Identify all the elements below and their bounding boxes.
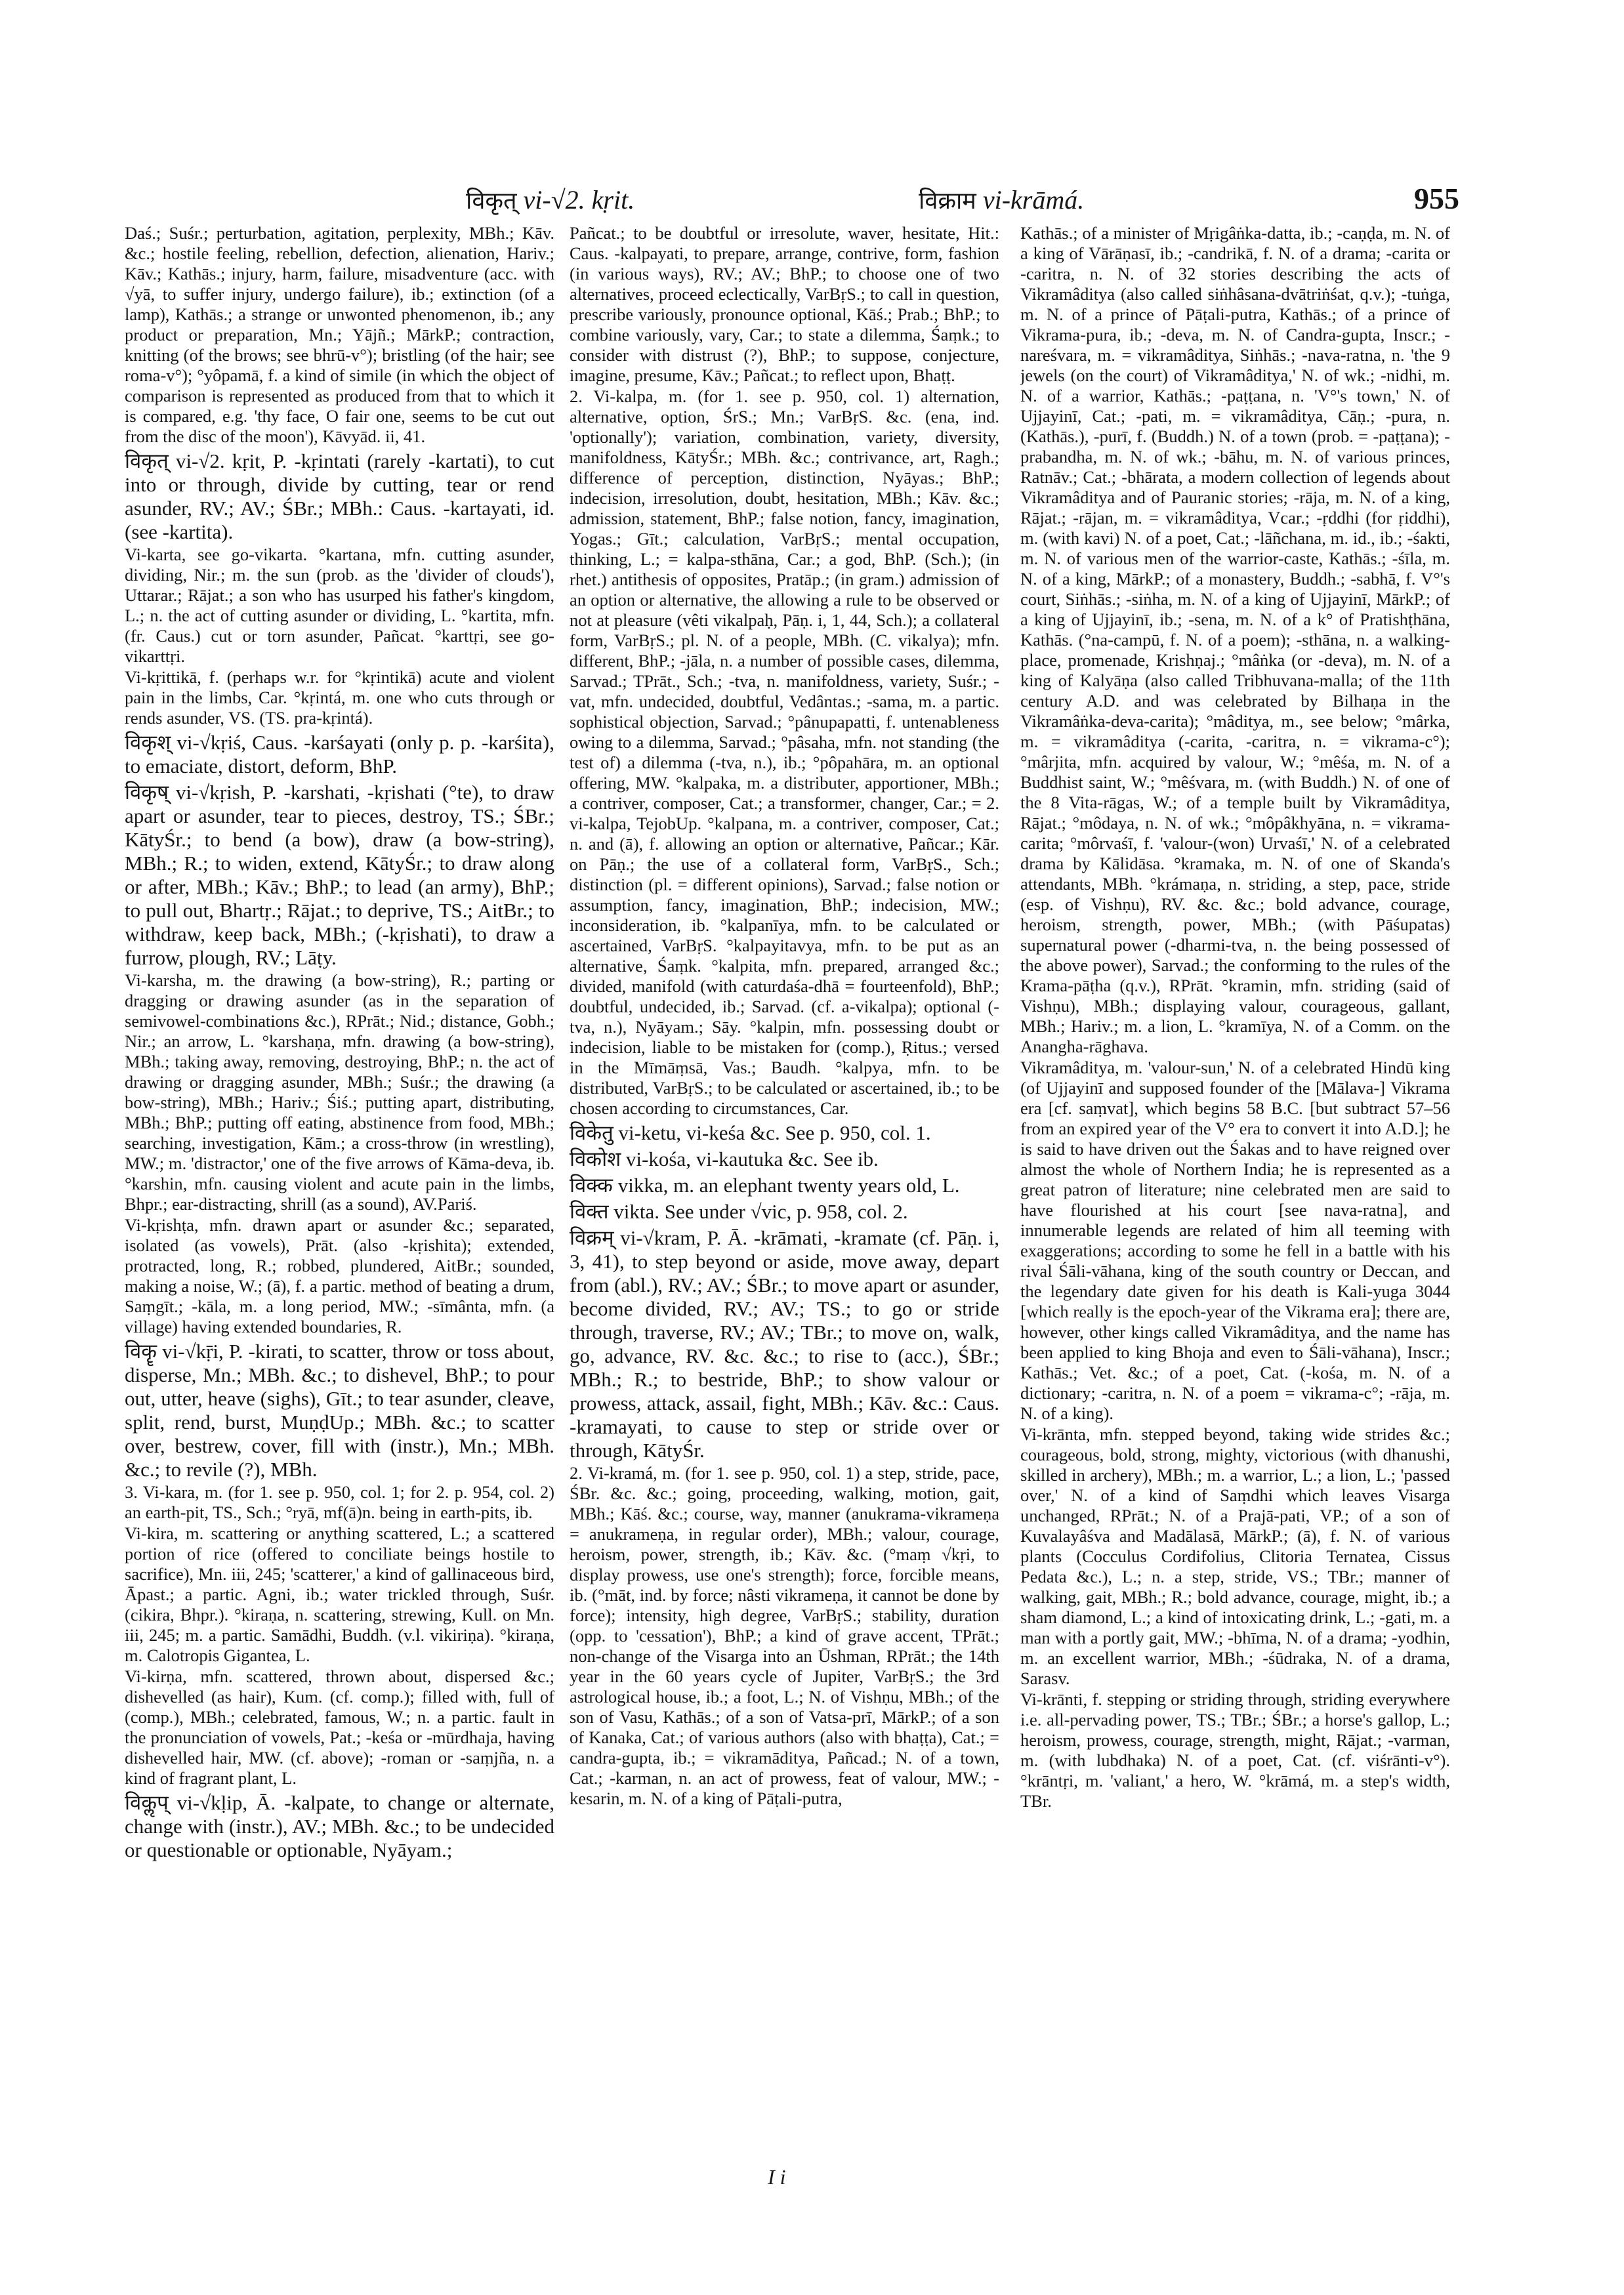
column-3 [1020, 223, 1450, 2159]
right-headword-devanagari: विक्राम [919, 188, 976, 215]
dictionary-subentry: Vi-kirṇa, mfn. scattered, thrown about, dispersed &c.; dishevelled (as hair), Kum. (cf. comp.); filled with, full of (comp.), MBh.; celebrated, famous, W.; n. a partic. fault in the pronunciation of vowels, Pat.; -keśa or -mūrdhaja, having dishevelled hair, MW. (cf. above); -roman or -saṃjña, n. a kind of fragrant plant, L. [125, 1666, 554, 1788]
page-number: 955 [1414, 182, 1459, 215]
dictionary-entry-main: विक्त vikta. See under √vic, p. 958, col. 2. [570, 1200, 908, 1223]
signature-mark: I i [768, 2165, 786, 2189]
dictionary-entry-continued: Daś.; Suśr.; perturbation, agitation, perplexity, MBh.; Kāv. &c.; hostile feeling, rebellion, defection, alienation, Hariv.; Kāv.; Kathās.; injury, harm, failure, misadventure (acc. with √yā, to suffer injury, undergo failure), ib.; extinction (of a lamp), Kathās.; a strange or unwonted phenomenon, ib.; any product or preparation, Mn.; Yājñ.; MārkP.; contraction, knitting (of the brows; see bhrū-v°); bristling (of the hair; see roma-v°); °yôpamā, f. a kind of simile (in which the object of comparison is represented as produced from that to which it is compared, e.g. 'thy face, O fair one, seems to be cut out from the disc of the moon'), Kāvyād. ii, 41. [125, 223, 554, 446]
dictionary-subentry: Vi-kṛishṭa, mfn. drawn apart or asunder &c.; separated, isolated (as vowels), Prāt. (also -kṛishita); extended, protracted, long, R.; robbed, plundered, AitBr.; sounded, making a noise, W.; (ā), f. a partic. method of beating a drum, Saṃgīt.; -kāla, m. a long period, MW.; -sīmânta, mfn. (a village) having extended boundaries, R. [125, 1215, 554, 1336]
dictionary-subentry: Vi-karsha, m. the drawing (a bow-string), R.; parting or dragging or drawing asunder (as in the separation of semivowel-combinations &c.), RPrāt.; Nid.; distance, Gobh.; Nir.; an arrow, L. °karshaṇa, mfn. drawing (a bow-string), MBh.; taking away, removing, destroying, BhP.; n. the act of drawing or dragging asunder, MBh.; Suśr.; the drawing (a bow-string), MBh.; Hariv.; Śiś.; putting apart, distributing, MBh.; BhP.; putting off eating, abstinence from food, MBh.; searching, investigation, Kām.; a cross-throw (in wrestling), MW.; m. 'distractor,' one of the five arrows of Kāma-deva, ib. °karshin, mfn. causing violent and acute pain in the limbs, Bhpr.; ear-distracting, shrill (as a sound), AV.Pariś. [125, 970, 554, 1214]
dictionary-subentry: Vi-kṛittikā, f. (perhaps w.r. for °kṛintikā) acute and violent pain in the limbs, Car. °kṛintá, m. one who cuts through or rends asunder, VS. (TS. pra-kṛintá). [125, 667, 554, 728]
right-headword [919, 184, 1084, 216]
dictionary-subentry: Vi-krānta, mfn. stepped beyond, taking wide strides &c.; courageous, bold, strong, mighty, victorious (with dhanushi, skilled in archery), MBh.; m. a warrior, L.; a lion, L.; 'passed over,' N. of a kind of Saṃdhi which leaves Visarga unchanged, RPrāt.; N. of a Prajā-pati, VP.; of a son of Kuvalayâśva and Madālasā, MārkP.; (ā), f. N. of various plants (Cocculus Cordifolius, Clitoria Ternatea, Cissus Pedata &c.), L.; n. a step, stride, VS.; TBr.; manner of walking, gait, MBh.; R.; bold advance, courage, might, ib.; a sham diamond, L.; a kind of intoxicating drink, L.; -gati, m. a man with a portly gait, MW.; -bhīma, N. of a drama; -yodhin, m. an excellent warrior, MBh.; -śūdraka, N. of a drama, Sarasv. [1020, 1424, 1450, 1688]
dictionary-subentry: Vi-kira, m. scattering or anything scattered, L.; a scattered portion of rice (offered to conciliate beings hostile to sacrifice), Mn. iii, 245; 'scatterer,' a kind of gallinaceous bird, Āpast.; a partic. Agni, ib.; water trickled through, Suśr. (cikira, Bhpr.). °kiraṇa, n. scattering, strewing, Kull. on Mn. iii, 245; m. a partic. Samādhi, Buddh. (v.l. vikiriṇa). °kiraṇa, m. Calotropis Gigantea, L. [125, 1523, 554, 1665]
dictionary-entry-main: विकृश् vi-√kṛiś, Caus. -karśayati (only p. p. -karśita), to emaciate, distort, deform, BhP. [125, 731, 554, 777]
column-1 [125, 223, 554, 2159]
dictionary-subentry: Vi-krānti, f. stepping or striding through, striding everywhere i.e. all-pervading power, TS.; TBr.; ŚBr.; a horse's gallop, L.; heroism, prowess, courage, strength, might, Rājat.; -varman, m. (with lubdhaka) N. of a poet, Cat. (cf. viśrānti-v°). °krāntṛi, m. 'valiant,' a hero, W. °krāmá, m. a step's width, TBr. [1020, 1689, 1450, 1811]
left-headword-roman: vi-√2. kṛit. [523, 185, 635, 215]
dictionary-entry-main: विक्क vikka, m. an elephant twenty years old, L. [570, 1174, 960, 1197]
dictionary-subentry: 2. Vi-kalpa, m. (for 1. see p. 950, col. 1) alternation, alternative, option, ŚrS.; Mn.; VarBṛS. &c. (ena, ind. 'optionally'); variation, combination, variety, diversity, manifoldness, KātyŚr.; MBh. &c.; contrivance, art, Ragh.; difference of perception, distinction, Nyāyas.; BhP.; indecision, irresolution, doubt, hesitation, MBh.; Kāv. &c.; admission, statement, BhP.; false notion, fancy, imagination, Yogas.; Gīt.; calculation, VarBṛS.; mental occupation, thinking, L.; = kalpa-sthāna, Car.; a god, BhP. (Sch.); (in rhet.) antithesis of opposites, Pratāp.; (in gram.) admission of an option or alternative, the allowing a rule to be observed or not at pleasure (vêti vikalpaḥ, Pāṇ. i, 1, 44, Sch.); a collateral form, VarBṛS.; pl. N. of a people, MBh. (C. vikalya); mfn. different, BhP.; -jāla, n. a number of possible cases, dilemma, Sarvad.; TPrāt., Sch.; -tva, n. manifoldness, variety, Suśr.; -vat, mfn. undecided, doubtful, Vedântas.; -sama, m. a partic. sophistical objection, Sarvad.; °pânupapatti, f. untenableness owing to a dilemma, Sarvad.; °pâsaha, mfn. not standing (the test of) a dilemma (-tva, n.), ib.; °pôpahāra, m. an optional offering, MW. °kalpaka, m. a distributer, apportioner, MBh.; a contriver, composer, Cat.; a transformer, changer, Car.; = 2. vi-kalpa, TejobUp. °kalpana, m. a contriver, composer, Cat.; n. and (ā), f. allowing an option or alternative, Pañcar.; Kār. on Pāṇ.; the use of a collateral form, VarBṛS., Sch.; distinction (pl. = different opinions), Sarvad.; false notion or assumption, fancy, imagination, BhP.; indecision, MW.; inconsideration, ib. °kalpanīya, mfn. to be calculated or ascertained, VarBṛS. °kalpayitavya, mfn. to be put as an alternative, Śaṃk. °kalpita, mfn. prepared, arranged &c.; divided, manifold (with caturdaśa-dhā = fourteenfold), BhP.; doubtful, undecided, ib.; Sarvad. (cf. a-vikalpa); optional (-tva, n.), Nyāyam.; Sāy. °kalpin, mfn. possessing doubt or indecision, liable to be mistaken for (comp.), Ṛitus.; versed in the Mīmāṃsā, Vas.; Baudh. °kalpya, mfn. to be distributed, VarBṛS.; to be calculated or ascertained, ib.; to be chosen according to circumstances, Car. [570, 386, 999, 1118]
dictionary-subentry: Vi-karta, see go-vikarta. °kartana, mfn. cutting asunder, dividing, Nir.; m. the sun (prob. as the 'divider of clouds'), Uttarar.; Rājat.; a son who has usurped his father's kingdom, L.; n. the act of cutting asunder or dividing, L. °kartita, mfn. (fr. Caus.) cut or torn asunder, Pañcat. °karttṛi, see go-vikarttṛi. [125, 545, 554, 666]
dictionary-entry-main: विकेतु vi-ketu, vi-keśa &c. See p. 950, col. 1. [570, 1121, 931, 1144]
dictionary-entry-main: विक्रम् vi-√kram, P. Ā. -krāmati, -kramate (cf. Pāṇ. i, 3, 41), to step beyond or aside, move away, depart from (abl.), RV.; AV.; ŚBr.; to move apart or asunder, become divided, RV.; AV.; TS.; to go or stride through, traverse, RV.; AV.; TBr.; to move on, walk, go, advance, RV. &c. &c.; to rise to (acc.), ŚBr.; MBh.; R.; to bestride, BhP.; to show valour or prowess, attack, assail, fight, MBh.; Kāv. &c.: Caus. -kramayati, to cause to step or stride over or through, KātyŚr. [570, 1226, 999, 1462]
dictionary-entry-main: विकॢप् vi-√kḷip, Ā. -kalpate, to change or alternate, change with (instr.), AV.; MBh. &c.; to be undecided or questionable or optionable, Nyāyam.; [125, 1791, 554, 1861]
column-2 [570, 223, 999, 2159]
dictionary-subentry: 3. Vi-kara, m. (for 1. see p. 950, col. 1; for 2. p. 954, col. 2) an earth-pit, TS., Sch.; °ryā, mf(ā)n. being in earth-pits, ib. [125, 1482, 554, 1522]
right-headword-roman: vi-krāmá. [982, 185, 1085, 215]
dictionary-entry-main: विकृत् vi-√2. kṛit, P. -kṛintati (rarely -kartati), to cut into or through, divide by cutting, tear or rend asunder, RV.; AV.; ŚBr.; MBh.: Caus. -kartayati, id. (see -kartita). [125, 449, 554, 543]
dictionary-entry-main: विकृष् vi-√kṛish, P. -karshati, -kṛishati (°te), to draw apart or asunder, tear to pieces, destroy, TS.; ŚBr.; KātyŚr.; to bend (a bow), draw (a bow-string), MBh.; R.; to widen, extend, KātyŚr.; to draw along or after, MBh.; Kāv.; BhP.; to lead (an army), BhP.; to pull out, Bhartṛ.; Rājat.; to deprive, TS.; AitBr.; to withdraw, keep back, MBh.; (-kṛishati), to draw a furrow, plough, RV.; Lāṭy. [125, 781, 554, 969]
dictionary-entry-continued: Kathās.; of a minister of Mṛigâṅka-datta, ib.; -caṇḍa, m. N. of a king of Vārāṇasī, ib.; -candrikā, f. N. of a drama; -carita or -caritra, n. N. of 32 stories describing the acts of Vikramâditya (also called siṅhâsana-dvātriṅśat, q.v.); -tuṅga, m. N. of a prince of Pāṭali-putra, Kathās.; of a prince of Vikrama-pura, ib.; -deva, m. N. of Candra-gupta, Inscr.; -nareśvara, m. = vikramâditya, Siṅhās.; -nava-ratna, n. 'the 9 jewels (on the court) of Vikramâditya,' N. of wk.; -nidhi, m. N. of a warrior, Kathās.; -paṭṭana, n. 'V°'s town,' N. of Ujjayinī, Cat.; -pati, m. = vikramâditya, Cāṇ.; -pura, n. (Kathās.), -purī, f. (Buddh.) N. of a town (prob. = -paṭṭana); -prabandha, m. N. of wk.; -bāhu, m. N. of various princes, Ratnāv.; Cat.; -bhārata, a modern collection of legends about Vikramâditya and of Pauranic stories; -rāja, m. N. of a king, Rājat.; -rājan, m. = vikramâditya, Vcar.; -ṛddhi (for ṛiddhi), m. (with kavi) N. of a poet, Cat.; -lāñchana, m. id., ib.; -śakti, m. N. of various men of the warrior-caste, Kathās.; -śīla, m. N. of a king, MārkP.; of a monastery, Buddh.; -sabhā, f. V°'s court, Siṅhās.; -siṅha, m. N. of a king of Ujjayinī, MārkP.; of a king of Ujjayinī, ib.; -sena, m. N. of a k° of Pratishṭhāna, Kathās. (°na-campū, f. N. of a poem); -sthāna, n. a walking-place, promenade, Krishṇaj.; °mâṅka (or -deva), m. N. of a king of Kalyāṇa (also called Tribhuvana-malla; of the 11th century A.D. and was celebrated by Bilhaṇa in the Vikramâṅka-deva-carita); °mâditya, m., see below; °mârka, m. = vikramâditya (-carita, -caritra, n. = vikrama-c°); °mârjita, mfn. acquired by valour, W.; °mêśa, m. N. of a Buddhist saint, W.; °mêśvara, m. (with Buddh.) N. of one of the 8 Vita-rāgas, W.; of a temple built by Vikramâditya, Rājat.; °môdaya, n. N. of wk.; °môpâkhyāna, n. = vikrama-carita; °môrvaśī, f. 'valour-(won) Urvaśī,' N. of a celebrated drama by Kālidāsa. °kramaka, m. N. of one of Skanda's attendants, MBh. °krámaṇa, n. striding, a step, pace, stride (esp. of Vishṇu), RV. &c. &c.; bold advance, courage, heroism, strength, power, MBh.; (with Pāśupatas) supernatural power (-dharmi-tva, n. the being possessed of the above power), Sarvad.; the conforming to the rules of the Krama-pāṭha (q.v.), RPrāt. °kramin, mfn. striding (said of Vishṇu), MBh.; displaying valour, courageous, gallant, MBh.; Hariv.; m. a lion, L. °kramīya, N. of a Comm. on the Anangha-rāghava. [1020, 223, 1450, 1056]
running-header [125, 182, 1459, 223]
dictionary-subentry: 2. Vi-kramá, m. (for 1. see p. 950, col. 1) a step, stride, pace, ŚBr. &c. &c.; going, proceeding, walking, motion, gait, MBh.; Kāś. &c.; course, way, manner (anukrama-vikrameṇa = anukrameṇa, in regular order), MBh.; valour, courage, heroism, power, strength, ib.; Kāv. &c. (°maṃ √kṛi, to display prowess, use one's strength); force, forcible means, ib. (°māt, ind. by force; nâsti vikrameṇa, it cannot be done by force); intensity, high degree, VarBṛS.; stability, duration (opp. to 'cessation'), BhP.; a kind of grave accent, TPrāt.; non-change of the Visarga into an Ūshman, RPrāt.; the 14th year in the 60 years cycle of Jupiter, VarBṛS.; the 3rd astrological house, ib.; a foot, L.; N. of Vishṇu, MBh.; of the son of Vasu, Kathās.; of a son of Vatsa-prī, MārkP.; of a son of Kanaka, Cat.; of various authors (also with bhaṭṭa), Cat.; = candra-gupta, ib.; = vikramāditya, Pañcad.; N. of a town, Cat.; -karman, n. an act of prowess, feat of valour, MW.; -kesarin, m. N. of a king of Pāṭali-putra, [570, 1463, 999, 1808]
dictionary-entry-continued: Pañcat.; to be doubtful or irresolute, waver, hesitate, Hit.: Caus. -kalpayati, to prepare, arrange, contrive, form, fashion (in various ways), RV.; AV.; BhP.; to choose one of two alternatives, proceed eclectically, VarBṛS.; to call in question, prescribe variously, pronounce optional, Kāś.; Prab.; BhP.; to combine variously, vary, Car.; to state a dilemma, Śaṃk.; to consider with distrust (?), BhP.; to suppose, conjecture, imagine, presume, Kāv.; Pañcat.; to reflect upon, Bhaṭṭ. [570, 223, 999, 385]
dictionary-entry-main: विकोश vi-kośa, vi-kautuka &c. See ib. [570, 1148, 879, 1170]
dictionary-entry-main: विकॄ vi-√kṝi, P. -kirati, to scatter, throw or toss about, disperse, Mn.; MBh. &c.; to dishevel, BhP.; to pour out, utter, heave (sighs), Gīt.; to tear asunder, cleave, split, rend, burst, MuṇḍUp.; MBh. &c.; to scatter over, bestrew, cover, fill with (instr.), Mn.; MBh. &c.; to revile (?), MBh. [125, 1340, 554, 1481]
left-headword [466, 184, 635, 216]
dictionary-subentry: Vikramâditya, m. 'valour-sun,' N. of a celebrated Hindū king (of Ujjayinī and supposed founder of the [Mālava-] Vikrama era [cf. saṃvat], which begins 58 B.C. [but subtract 57–56 from an expired year of the V° era to convert it into A.D.]; he is said to have driven out the Śakas and to have reigned over almost the whole of Northern India; he is represented as a great patron of literature; nine celebrated men are said to have flourished at his court [see nava-ratna], and innumerable legends are related of him all teeming with exaggerations; according to some he fell in a battle with his rival Śāli-vāhana, king of the south country or Deccan, and the legendary date given for his death is Kali-yuga 3044 [which really is the epoch-year of the Vikrama era]; there are, however, other kings called Vikramâditya, and the name has been applied to king Bhoja and even to Śāli-vāhana), Inscr.; Kathās.; Vet. &c.; of a poet, Cat. (-kośa, m. N. of a dictionary; -caritra, n. N. of a poem = vikrama-c°; -rāja, m. N. of a king). [1020, 1058, 1450, 1423]
left-headword-devanagari: विकृत् [466, 188, 517, 215]
